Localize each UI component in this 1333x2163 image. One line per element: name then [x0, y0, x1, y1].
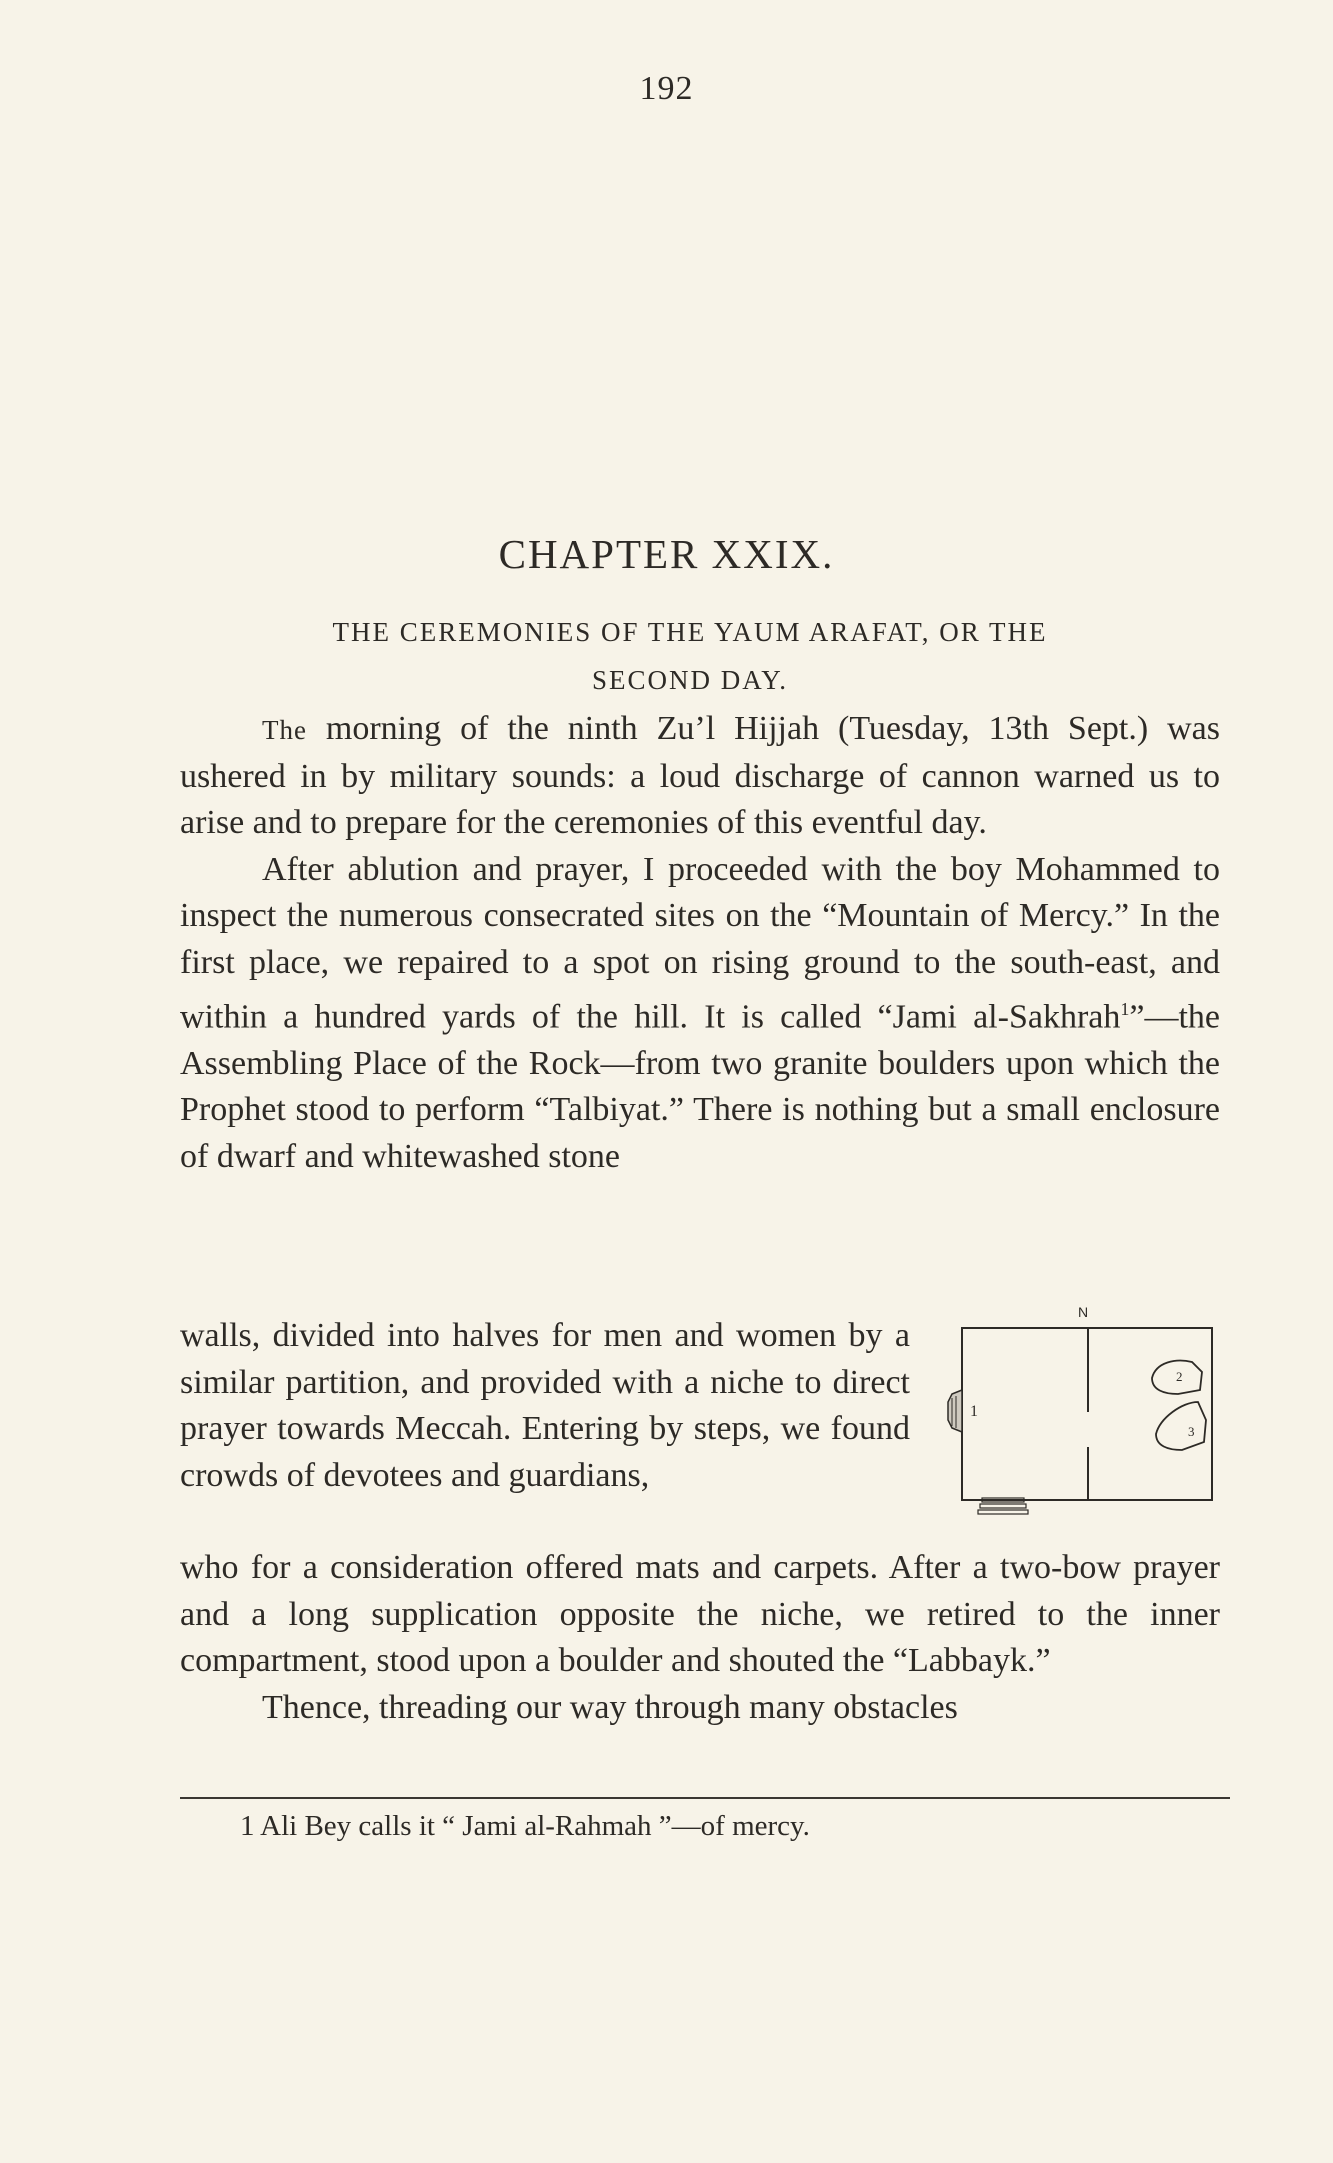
paragraph-1-text: morning of the ninth Zu’l Hijjah (Tuesday, 13th Sept.) was ushered in by military sounds: a loud discharge of cannon warned us to arise and to prepare for the ceremonies of this eventful day. — [180, 710, 1220, 841]
paragraph-2-tail: who for a consideration offered mats and carpets. After a two-bow prayer and a long supplication opposite the niche, we retired to the inner compartment, stood upon a boulder and shouted the “Labbayk.” — [180, 1549, 1220, 1679]
subtitle-line-2: SECOND DAY. — [591, 665, 789, 695]
paragraph-2-text-a: After ablution and prayer, I proceeded with the boy Mohammed to inspect the numerous consecrated sites on the “Mountain of Mercy.” In the first place, we repaired to a spot on rising ground to the south-east, and within a hundred yards of the hill. It is called “Jami al-Sakhrah — [180, 850, 1220, 1036]
boulder-3-icon — [1156, 1402, 1206, 1450]
paragraph-2 — [180, 847, 1220, 1181]
page-number: 192 — [639, 70, 694, 107]
chapter-title: CHAPTER XXIX. — [498, 531, 835, 577]
north-label: N — [1077, 1304, 1089, 1320]
enclosure-plan-diagram — [930, 1302, 1230, 1542]
chapter-subtitle — [180, 608, 1200, 704]
body-text-upper — [180, 706, 1220, 1180]
plan-label-3: 3 — [1188, 1424, 1195, 1439]
subtitle-line-1: THE CEREMONIES OF THE YAUM ARAFAT, OR THE — [332, 617, 1048, 647]
footnote-marker: 1 — [1120, 999, 1130, 1019]
paragraph-1 — [180, 706, 1220, 847]
paragraph-2-text-b: ”—the Assembling Place of the Rock—from two granite boulders upon which the Prophet stood to perform “Talbiyat.” There is nothing but a small enclosure of dwarf and whitewashed stone — [180, 998, 1220, 1175]
body-text-narrow: walls, divided into halves for men and women by a similar partition, and provided with a niche to direct prayer towards Meccah. Entering by steps, we found crowds of devotees and guardians, — [180, 1317, 910, 1494]
footnote-text: Ali Bey calls it “ Jami al-Rahmah ”—of mercy. — [260, 1810, 810, 1842]
footnote — [240, 1810, 810, 1843]
plan-label-1: 1 — [970, 1403, 978, 1420]
paragraph-3: Thence, threading our way through many obstacles — [262, 1688, 958, 1726]
footnote-rule — [180, 1797, 1230, 1799]
footnote-number: 1 — [240, 1810, 255, 1842]
plan-label-2: 2 — [1176, 1369, 1183, 1384]
small-caps-lead: The — [262, 715, 307, 745]
niche-icon — [948, 1390, 962, 1432]
body-text-lower — [180, 1545, 1220, 1731]
